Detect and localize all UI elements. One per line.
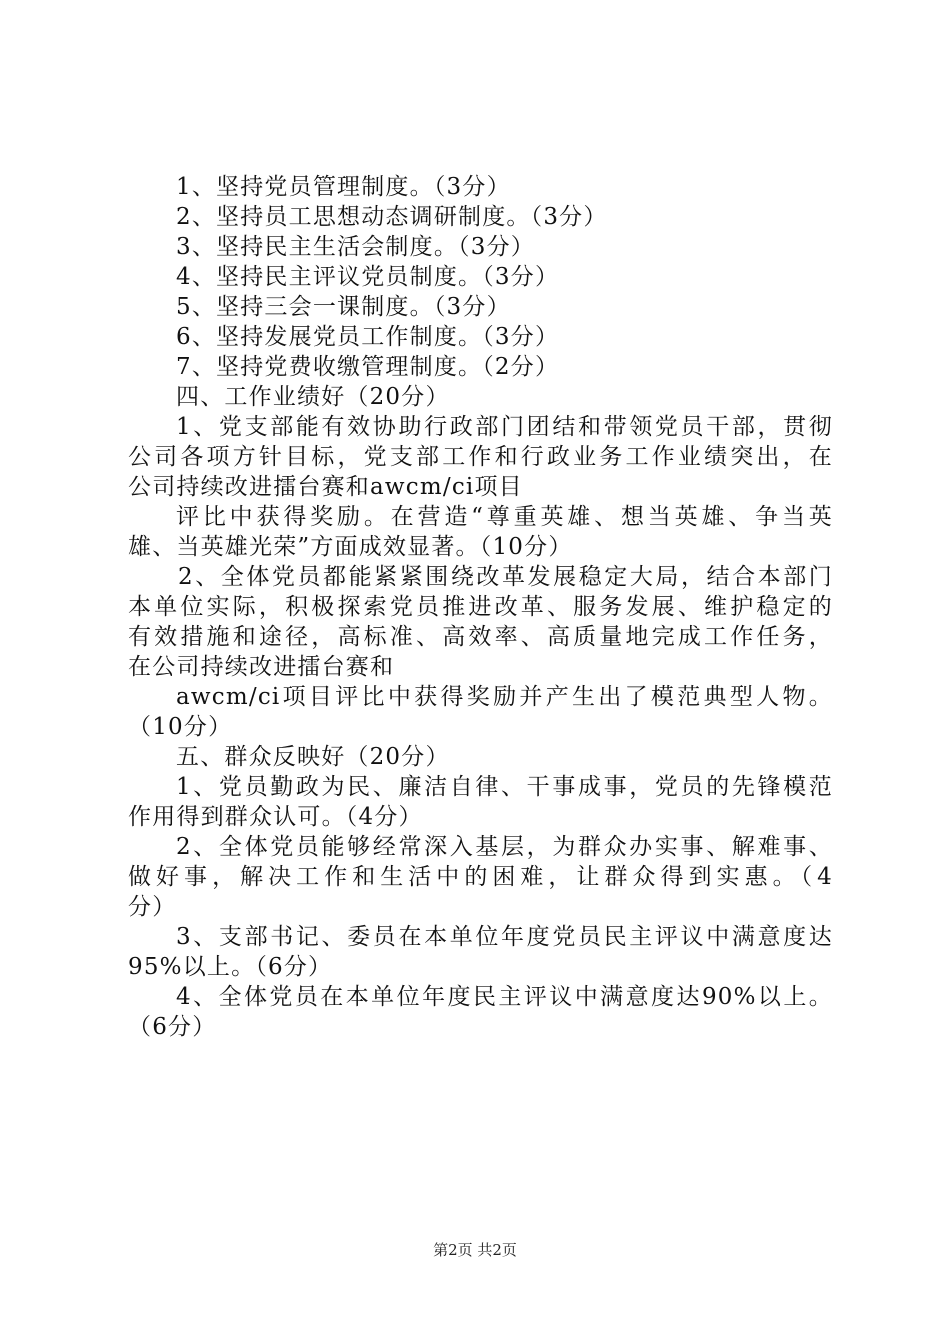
text-line: 3、坚持民主生活会制度。（3分） (176, 234, 535, 260)
text-line: 做好事，解决工作和生活中的困难，让群众得到实惠。（4 (128, 864, 833, 890)
text-line: 5、坚持三会一课制度。（3分） (176, 294, 511, 320)
text-line: 1、党员勤政为民、廉洁自律、干事成事，党员的先锋模范 (176, 774, 833, 800)
text-line: 95%以上。（6分） (128, 954, 333, 980)
text-line: 4、全体党员在本单位年度民主评议中满意度达90%以上。 (176, 984, 833, 1010)
page-number: 第2页 共2页 (433, 1241, 517, 1259)
text-line: 2、全体党员能够经常深入基层，为群众办实事、解难事、 (176, 834, 833, 860)
text-line: awcm/ci项目评比中获得奖励并产生出了模范典型人物。 (176, 684, 833, 710)
text-line: 在公司持续改进擂台赛和 (128, 654, 395, 680)
page-footer (0, 1240, 950, 1260)
text-line: 雄、当英雄光荣”方面成效显著。（10分） (128, 534, 573, 560)
text-line: （10分） (128, 714, 233, 740)
text-line: 7、坚持党费收缴管理制度。（2分） (176, 354, 560, 380)
text-line: 3、支部书记、委员在本单位年度党员民主评议中满意度达 (176, 924, 833, 950)
text-line: 1、坚持党员管理制度。（3分） (176, 174, 511, 200)
text-line: 2、全体党员都能紧紧围绕改革发展稳定大局，结合本部门 (178, 564, 833, 590)
text-line: 1、党支部能有效协助行政部门团结和带领党员干部，贯彻 (176, 414, 833, 440)
text-line: 2、坚持员工思想动态调研制度。（3分） (176, 204, 608, 230)
text-line: 4、坚持民主评议党员制度。（3分） (176, 264, 560, 290)
section-heading: 四、工作业绩好（20分） (176, 384, 450, 410)
text-line: （6分） (128, 1014, 217, 1040)
text-line: 本单位实际，积极探索党员推进改革、服务发展、维护稳定的 (128, 594, 833, 620)
text-line: 作用得到群众认可。（4分） (128, 804, 423, 830)
text-line: 评比中获得奖励。在营造“尊重英雄、想当英雄、争当英 (176, 504, 833, 530)
text-line: 有效措施和途径，高标准、高效率、高质量地完成工作任务， (128, 624, 833, 650)
text-line: 分） (128, 894, 177, 920)
document-body (128, 172, 833, 1042)
text-line: 6、坚持发展党员工作制度。（3分） (176, 324, 560, 350)
text-line: 公司持续改进擂台赛和awcm/ci项目 (128, 474, 523, 500)
text-line: 公司各项方针目标，党支部工作和行政业务工作业绩突出，在 (128, 444, 833, 470)
section-heading: 五、群众反映好（20分） (176, 744, 450, 770)
